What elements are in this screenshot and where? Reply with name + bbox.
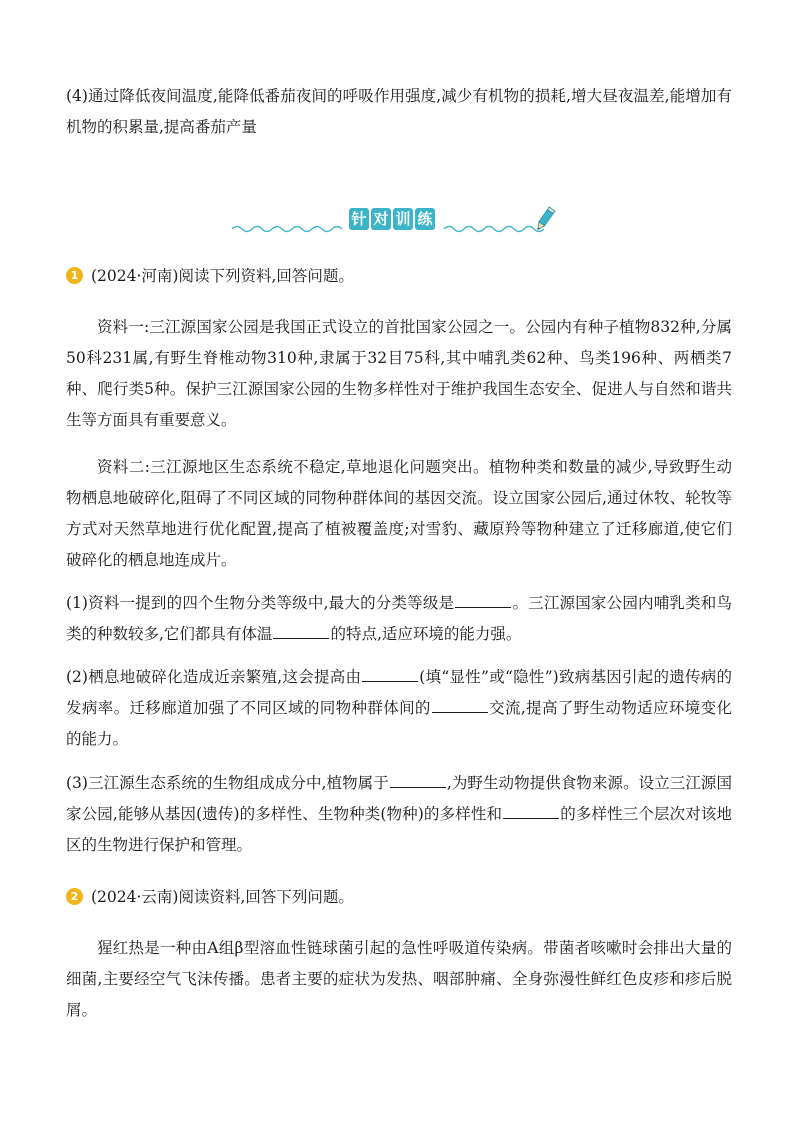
text-segment: 的多样性三个层次对该地区的生物进行保护和管理。 <box>66 805 732 854</box>
material-q2 <box>66 933 732 1026</box>
question-number-badge: 2 <box>66 888 83 905</box>
material-2 <box>66 452 732 576</box>
answer-blank[interactable] <box>390 770 446 788</box>
question-1-header <box>66 261 732 292</box>
section-header <box>232 206 564 238</box>
question-1 <box>66 261 732 292</box>
subquestion-2-text <box>66 662 732 755</box>
answer-text: (4)通过降低夜间温度,能降低番茄夜间的呼吸作用强度,减少有机物的损耗,增大昼夜温差,能增加有机物的积累量,提高番茄产量 <box>66 87 732 136</box>
subquestion-1-text <box>66 588 732 650</box>
section-title-char: 训 <box>393 208 413 230</box>
question-number-badge: 1 <box>66 267 83 284</box>
answer-blank[interactable] <box>362 664 418 682</box>
material-1-text: 资料一:三江源国家公园是我国正式设立的首批国家公园之一。公园内有种子植物832种,分属50科231属,有野生脊椎动物310种,隶属于32目75科,其中哺乳类62种、鸟类196种、两栖类7种、爬行类5种。保护三江源国家公园的生物多样性对于维护我国生态安全、促进人与自然和谐共生等方面具有重要意义。 <box>66 318 732 429</box>
subquestion-1 <box>66 588 732 650</box>
text-segment: 的特点,适应环境的能力强。 <box>330 625 522 643</box>
answer-part-4 <box>66 81 732 143</box>
answer-blank[interactable] <box>432 695 488 713</box>
answer-blank[interactable] <box>273 621 329 639</box>
subquestion-3-text <box>66 768 732 861</box>
subquestion-3 <box>66 768 732 861</box>
answer-blank[interactable] <box>455 590 511 608</box>
question-2-header <box>66 882 732 913</box>
text-segment: (3)三江源生态系统的生物组成成分中,植物属于 <box>66 774 389 792</box>
material-q2-text: 猩红热是一种由A组β型溶血性链球菌引起的急性呼吸道传染病。带菌者咳嗽时会排出大量的细菌,主要经空气飞沫传播。患者主要的症状为发热、咽部肿痛、全身弥漫性鲜红色皮疹和疹后脱屑。 <box>66 939 732 1019</box>
section-title-char: 对 <box>371 208 391 230</box>
text-segment: (填“显性”或“隐性”)致病基因引起的遗传病的发病率。迁移廊道加强了不同区域的同物种群体间的 <box>66 668 733 717</box>
question-2 <box>66 882 732 913</box>
section-title-char: 练 <box>415 208 435 230</box>
text-segment: (2)栖息地破碎化造成近亲繁殖,这会提高由 <box>66 668 362 686</box>
material-1 <box>66 312 732 436</box>
section-title <box>349 208 439 234</box>
text-segment: (1)资料一提到的四个生物分类等级中,最大的分类等级是 <box>66 594 455 612</box>
question-2-source: (2024·云南)阅读资料,回答下列问题。 <box>91 888 354 906</box>
answer-blank[interactable] <box>503 801 559 819</box>
material-2-text: 资料二:三江源地区生态系统不稳定,草地退化问题突出。植物种类和数量的减少,导致野生动物栖息地破碎化,阻碍了不同区域的同物种群体间的基因交流。设立国家公园后,通过休牧、轮牧等方式对天然草地进行优化配置,提高了植被覆盖度;对雪豹、藏原羚等物种建立了迁移廊道,使它们破碎化的栖息地连成片。 <box>66 458 732 569</box>
text-segment: 交流,提高了野生动物适应环境变化的能力。 <box>66 699 732 748</box>
section-title-char: 针 <box>349 208 369 230</box>
text-segment: ,为野生动物提供食物来源。设立三江源国家公园,能够从基因(遗传)的多样性、生物种类(物种)的多样性和 <box>66 774 732 823</box>
text-segment: 。三江源国家公园内哺乳类和鸟类的种数较多,它们都具有体温 <box>66 594 732 643</box>
subquestion-2 <box>66 662 732 755</box>
pencil-icon <box>532 206 558 234</box>
question-1-source: (2024·河南)阅读下列资料,回答问题。 <box>91 267 354 285</box>
